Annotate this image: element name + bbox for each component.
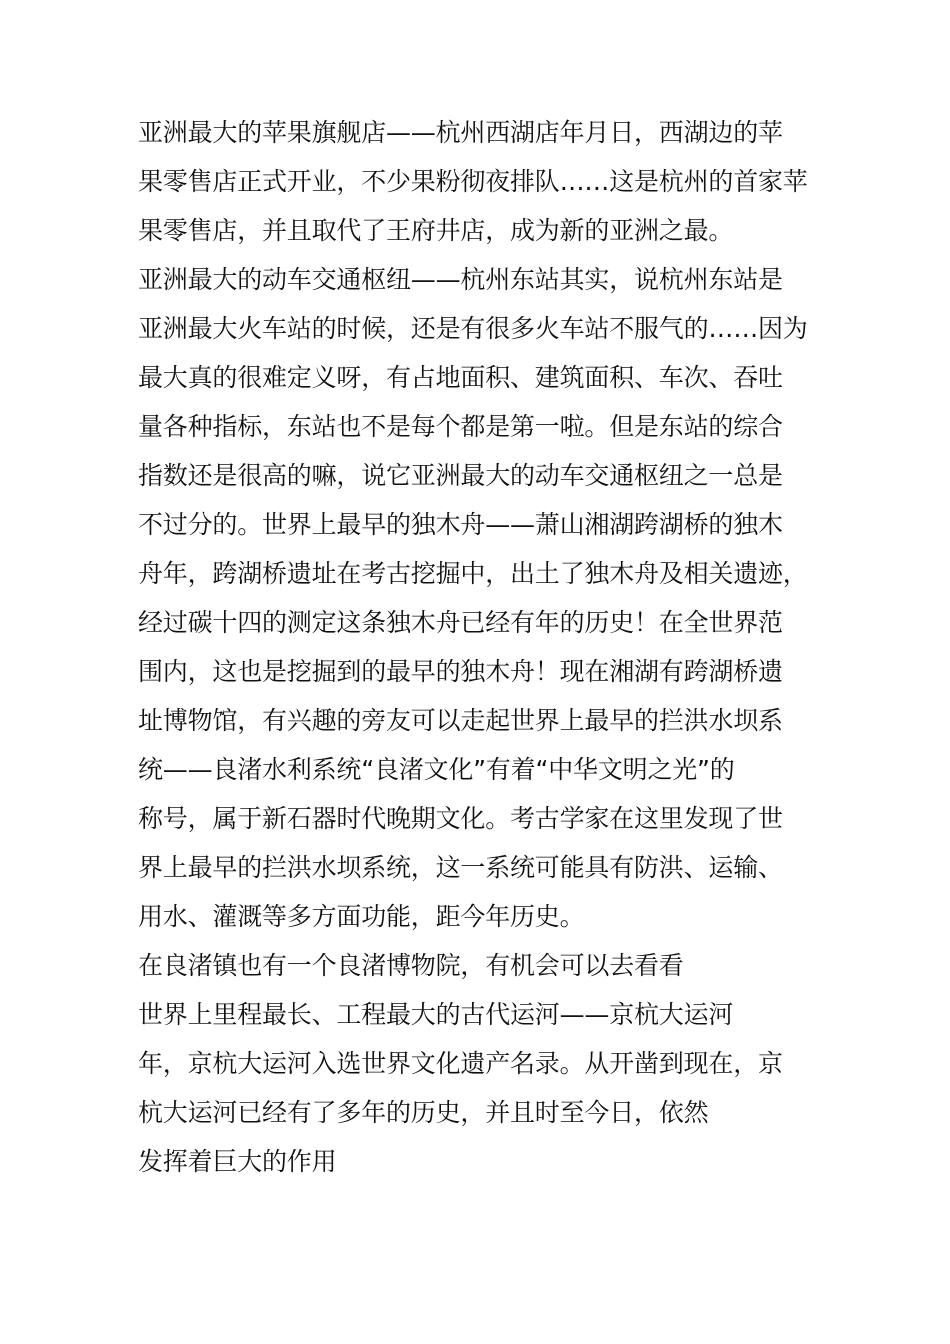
text-line: 统——良渚水利系统“良渚文化”有着“中华文明之光”的 — [138, 755, 735, 784]
text-line: 最大真的很难定义呀，有占地面积、建筑面积、车次、吞吐 — [138, 363, 783, 392]
text-line: 址博物馆，有兴趣的旁友可以走起世界上最早的拦洪水坝系 — [138, 706, 783, 735]
text-line: 称号，属于新石器时代晚期文化。考古学家在这里发现了世 — [138, 804, 783, 833]
text-line: 世界上里程最长、工程最大的古代运河——京杭大运河 — [138, 1000, 734, 1029]
text-line: 围内，这也是挖掘到的最早的独木舟！现在湘湖有跨湖桥遗 — [138, 657, 783, 686]
text-line: 亚洲最大火车站的时候，还是有很多火车站不服气的……因为 — [138, 314, 808, 343]
text-line: 果零售店，并且取代了王府井店，成为新的亚洲之最。 — [138, 216, 734, 245]
text-line: 年，京杭大运河入选世界文化遗产名录。从开凿到现在，京 — [138, 1049, 783, 1078]
text-line: 亚洲最大的动车交通枢纽——杭州东站其实，说杭州东站是 — [138, 265, 783, 294]
text-line: 不过分的。世界上最早的独木舟——萧山湘湖跨湖桥的独木 — [138, 510, 783, 539]
text-line: 杭大运河已经有了多年的历史，并且时至今日，依然 — [138, 1098, 709, 1127]
text-line: 果零售店正式开业，不少果粉彻夜排队……这是杭州的首家苹 — [138, 167, 808, 196]
text-line: 指数还是很高的嘛，说它亚洲最大的动车交通枢纽之一总是 — [138, 461, 783, 490]
text-line: 舟年，跨湖桥遗址在考古挖掘中，出土了独木舟及相关遗迹， — [138, 559, 808, 588]
text-line: 发挥着巨大的作用 — [138, 1147, 337, 1176]
text-line: 量各种指标，东站也不是每个都是第一啦。但是东站的综合 — [138, 412, 783, 441]
text-line: 在良渚镇也有一个良渚博物院，有机会可以去看看 — [138, 951, 684, 980]
text-line: 用水、灌溉等多方面功能，距今年历史。 — [138, 902, 585, 931]
text-line: 经过碳十四的测定这条独木舟已经有年的历史！在全世界范 — [138, 608, 783, 637]
text-line: 界上最早的拦洪水坝系统，这一系统可能具有防洪、运输、 — [138, 853, 783, 882]
text-line: 亚洲最大的苹果旗舰店——杭州西湖店年月日，西湖边的苹 — [138, 118, 783, 147]
document-body — [138, 108, 838, 1186]
